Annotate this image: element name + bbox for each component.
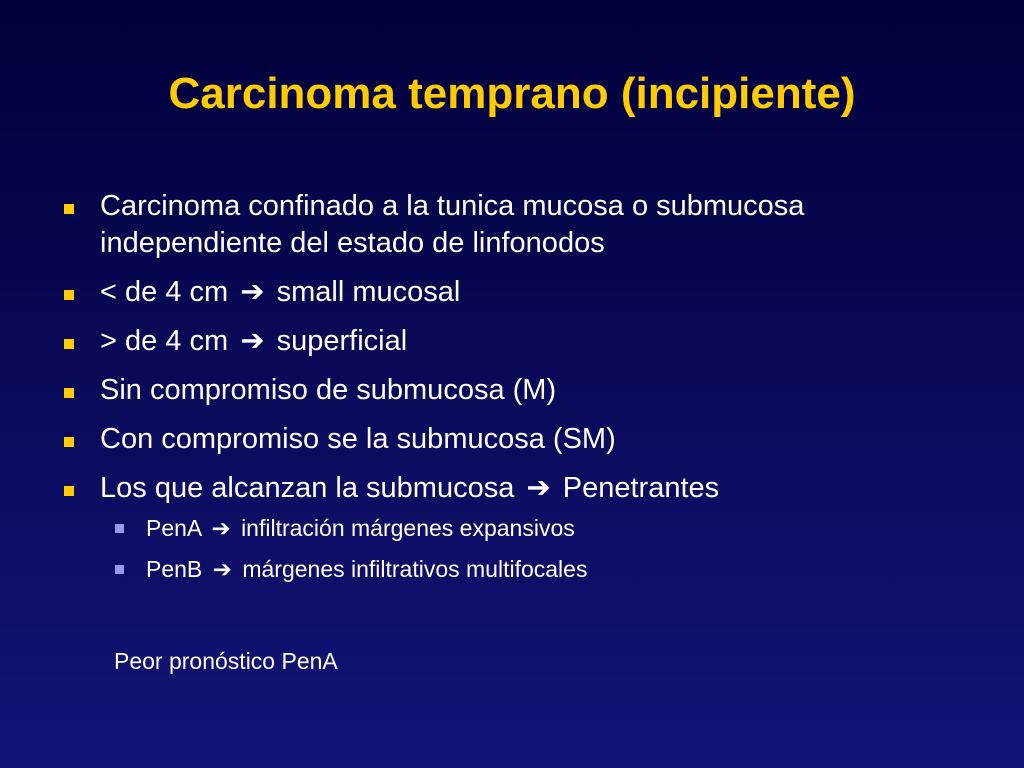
bullet-text: small mucosal bbox=[276, 276, 461, 308]
square-bullet-icon bbox=[64, 486, 74, 496]
bullet-item bbox=[64, 421, 964, 458]
bullet-item bbox=[64, 372, 964, 409]
square-bullet-icon bbox=[64, 204, 74, 214]
bullet-item bbox=[64, 470, 964, 507]
slide-title: Carcinoma temprano (incipiente) bbox=[168, 69, 856, 118]
bullet-text: Penetrantes bbox=[562, 472, 720, 504]
bullet-item bbox=[64, 274, 964, 311]
subbullet-text: infiltración márgenes expansivos bbox=[241, 515, 575, 541]
arrow-right-icon: ➔ bbox=[240, 325, 265, 357]
bullet-text: Con compromiso se la submucosa (SM) bbox=[100, 423, 616, 455]
square-subbullet-icon bbox=[115, 524, 124, 533]
subbullet-text: PenB bbox=[146, 556, 203, 582]
bullet-text: Sin compromiso de submucosa (M) bbox=[100, 374, 557, 406]
bullet-item bbox=[64, 188, 964, 262]
arrow-right-icon: ➔ bbox=[212, 556, 232, 582]
square-bullet-icon bbox=[64, 339, 74, 349]
arrow-right-icon: ➔ bbox=[211, 515, 231, 541]
subbullet-item bbox=[64, 554, 964, 584]
bullet-text: < de 4 cm bbox=[100, 276, 229, 308]
bullet-text: Carcinoma confinado a la tunica mucosa o submucosa independiente del estado de linfonodos bbox=[100, 190, 805, 259]
square-bullet-icon bbox=[64, 388, 74, 398]
subbullet-text: márgenes infiltrativos multifocales bbox=[242, 556, 588, 582]
square-bullet-icon bbox=[64, 290, 74, 300]
bullet-text: > de 4 cm bbox=[100, 325, 229, 357]
square-subbullet-icon bbox=[115, 565, 124, 574]
subbullet-item bbox=[64, 513, 964, 543]
bullet-text: Los que alcanzan la submucosa bbox=[100, 472, 515, 504]
square-bullet-icon bbox=[64, 437, 74, 447]
prognosis-note: Peor pronóstico PenA bbox=[114, 648, 338, 674]
arrow-right-icon: ➔ bbox=[526, 472, 551, 504]
arrow-right-icon: ➔ bbox=[240, 276, 265, 308]
bullet-text: superficial bbox=[276, 325, 408, 357]
bullet-list bbox=[64, 188, 964, 595]
subbullet-text: PenA bbox=[146, 515, 201, 541]
bullet-item bbox=[64, 323, 964, 360]
